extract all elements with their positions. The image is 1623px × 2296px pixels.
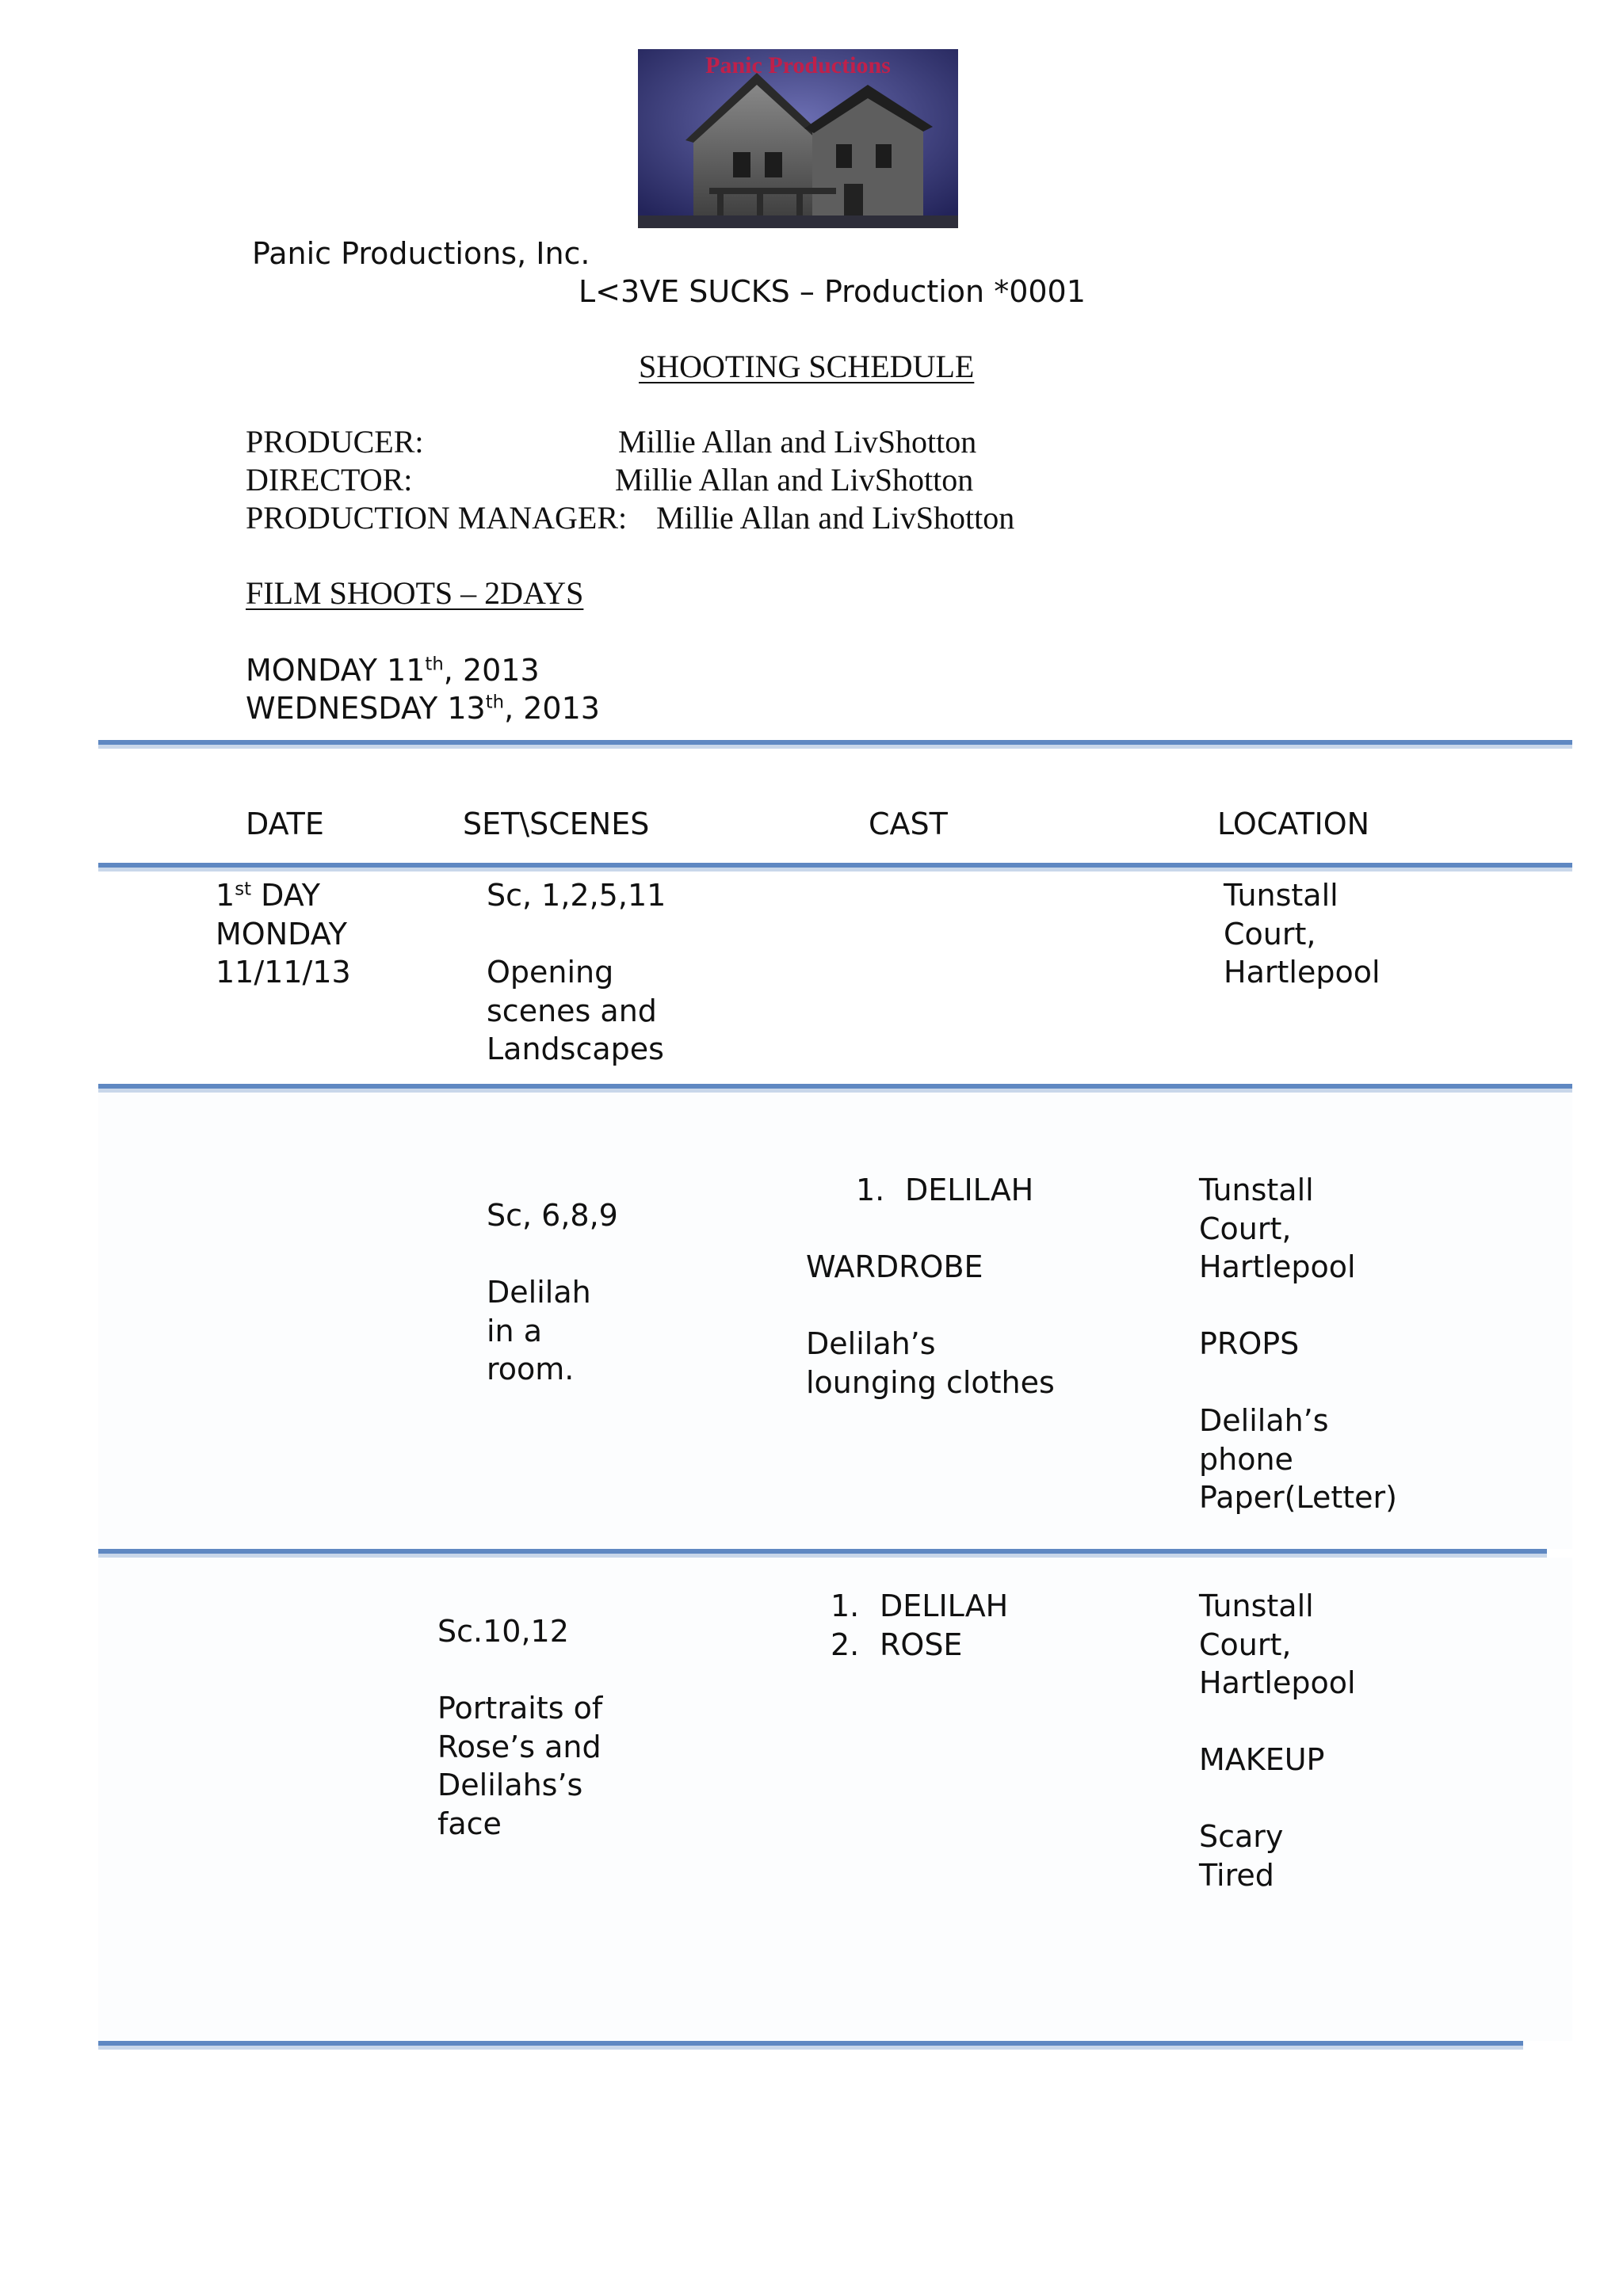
row1-scene-desc-line: Landscapes (487, 1032, 664, 1066)
shoot-date-2: WEDNESDAY 13th, 2013 (246, 691, 600, 726)
props-label: PROPS (1199, 1326, 1300, 1361)
row3-scene-desc-line: Delilahs’s (437, 1768, 583, 1802)
producer-label: PRODUCER: (246, 424, 424, 460)
row1-day: 1st DAY (216, 878, 320, 913)
director-label: DIRECTOR: (246, 462, 413, 498)
makeup-line: Scary (1199, 1819, 1284, 1854)
props-line: phone (1199, 1441, 1293, 1477)
row1-location-line: Tunstall (1224, 878, 1338, 913)
col-header-date: DATE (246, 807, 324, 841)
row1-location-line: Court, (1224, 916, 1316, 952)
row2-scene-desc-line: in a (487, 1313, 543, 1348)
haunted-house-logo-image (638, 49, 958, 228)
row2-bottom-rule (98, 1549, 1547, 1554)
col-header-location: LOCATION (1217, 807, 1370, 841)
shoot-date-1: MONDAY 11th, 2013 (246, 653, 540, 688)
row1-location-cell (1224, 876, 1381, 992)
col-header-cast: CAST (869, 807, 948, 841)
row3-location-line: Court, (1199, 1627, 1292, 1662)
wardrobe-label: WARDROBE (806, 1249, 983, 1284)
row3-location-line: Tunstall (1199, 1589, 1314, 1623)
col-header-scenes: SET\SCENES (463, 807, 650, 841)
row3-scene-desc-line: Portraits of (437, 1691, 603, 1726)
row3-scene-desc-line: Rose’s and (437, 1729, 601, 1764)
cast-list-item: 1. DELILAH (831, 1589, 1009, 1623)
row1-location-line: Hartlepool (1224, 955, 1381, 990)
row3-cast-list (831, 1587, 1008, 1664)
row2-wardrobe-cell (806, 1248, 1055, 1402)
row1-date: 11/11/13 (216, 955, 351, 990)
props-line: Delilah’s (1199, 1403, 1329, 1438)
row3-bottom-rule (98, 2041, 1523, 2046)
row2-location-cell (1199, 1171, 1397, 1517)
makeup-label: MAKEUP (1199, 1742, 1325, 1777)
makeup-line: Tired (1199, 1857, 1274, 1893)
document-title: SHOOTING SCHEDULE (639, 349, 975, 384)
wardrobe-line: Delilah’s (806, 1326, 936, 1361)
cast-list-item: 1. DELILAH (856, 1173, 1034, 1207)
row3-location-cell (1199, 1587, 1356, 1894)
row2-scene-desc-line: Delilah (487, 1275, 591, 1310)
header-bottom-rule (98, 863, 1572, 868)
row1-scene-code: Sc, 1,2,5,11 (487, 878, 666, 913)
production-manager-names: Millie Allan and LivShotton (656, 500, 1015, 536)
company-name: Panic Productions, Inc. (252, 236, 590, 271)
film-shoots-heading: FILM SHOOTS – 2DAYS (246, 575, 584, 611)
producer-names: Millie Allan and LivShotton (618, 424, 977, 460)
row2-location-line: Court, (1199, 1211, 1292, 1246)
row1-bottom-rule (98, 1084, 1572, 1089)
logo-text: Panic Productions (705, 52, 891, 78)
director-names: Millie Allan and LivShotton (615, 462, 974, 498)
row1-date-cell (216, 876, 351, 992)
row3-scenes-cell (437, 1612, 602, 1843)
cast-list-item: 2. ROSE (831, 1627, 963, 1662)
row2-scene-desc-line: room. (487, 1352, 575, 1386)
company-logo (638, 49, 958, 228)
row3-scene-desc-line: face (437, 1806, 502, 1841)
row3-scene-code: Sc.10,12 (437, 1614, 569, 1649)
wardrobe-line: lounging clothes (806, 1364, 1055, 1400)
production-title: L<3VE SUCKS – Production *0001 (579, 274, 1086, 309)
row2-scenes-cell (487, 1196, 618, 1389)
row3-location-line: Hartlepool (1199, 1665, 1356, 1700)
props-line: Paper(Letter) (1199, 1480, 1397, 1515)
row2-location-line: Hartlepool (1199, 1249, 1356, 1284)
production-manager-label: PRODUCTION MANAGER: (246, 500, 628, 536)
row1-scenes-cell (487, 876, 666, 1069)
row2-location-line: Tunstall (1199, 1173, 1314, 1207)
row1-scene-desc-line: scenes and (487, 993, 657, 1028)
row2-scene-code: Sc, 6,8,9 (487, 1198, 618, 1233)
row1-scene-desc-line: Opening (487, 955, 614, 990)
row1-weekday: MONDAY (216, 916, 347, 952)
table-top-rule (98, 740, 1572, 745)
row2-cast-list (856, 1171, 1033, 1210)
